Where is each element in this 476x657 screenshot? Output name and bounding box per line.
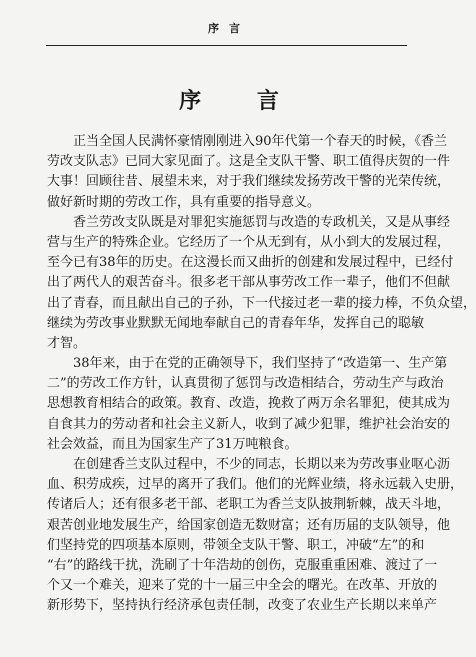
- text-line: 自食其力的劳动者和社会主义新人，收到了减少犯罪，维护社会治安的: [47, 416, 451, 432]
- text-line: 在创建香兰支队过程中，不少的同志，长期以来为劳改事业呕心沥: [73, 457, 451, 472]
- header-rule: [46, 45, 407, 46]
- text-line: 传诸后人；还有很多老干部、老职工为香兰支队披荆斩棘，战天斗地，: [47, 497, 451, 513]
- text-line: 营与生产的特殊企业。它经历了一个从无到有，从小到大的发展过程，: [47, 234, 451, 250]
- text-line: 继续为劳改事业默默无闻地奉献自己的青春年华，发挥自己的聪敏: [47, 315, 425, 331]
- text-line: 们坚持党的四项基本原则，带领全支队干警、职工，冲破“左”的和: [47, 537, 425, 553]
- text-line: 出了两代人的艰苦奋斗。很多老干部从事劳改工作一辈子，他们不但献: [47, 275, 451, 291]
- text-line: 思想教育相结合的政策。教育、改造，挽救了两万余名罪犯，使其成为: [47, 396, 451, 412]
- text-line: 个又一个难关，迎来了党的十一届三中全会的曙光。在改革、开放的: [47, 578, 438, 594]
- running-header: 序言: [208, 22, 250, 35]
- text-line: 劳改支队志》已同大家见面了。这是全支队干警、职工值得庆贺的一件: [47, 154, 451, 170]
- page-title: 序 言: [179, 89, 303, 114]
- text-line: “右”的路线干扰，洗刷了十年浩劫的创伤，克服重重困难、渡过了一: [47, 557, 438, 573]
- text-line: 二”的劳改工作方针，认真贯彻了惩罚与改造相结合，劳动生产与政治: [47, 376, 444, 392]
- text-line: 香兰劳改支队既是对罪犯实施惩罚与改造的专政机关，又是从事经: [73, 214, 451, 230]
- text-line: 大事！回顾往昔、展望未来，对于我们继续发扬劳改干警的光荣传统，: [47, 174, 451, 190]
- text-line: 正当全国人民满怀豪情刚刚进入90年代第一个春天的时候，《香兰: [73, 134, 448, 149]
- text-line: 38年来，由于在党的正确领导下，我们坚持了“改造第一、生产第: [73, 356, 448, 372]
- text-line: 社会效益，而且为国家生产了31万吨粮食。: [47, 436, 298, 452]
- text-line: 出了青春，而且献出自己的子孙，下一代接过老一辈的接力棒，不负众望，: [47, 295, 476, 311]
- body-text: [47, 132, 476, 617]
- text-line: 至今已有38年的历史。在这漫长而又曲折的创建和发展过程中，已经付: [47, 255, 454, 271]
- text-line: 做好新时期的劳改工作，具有重要的指导意义。: [47, 194, 321, 210]
- text-line: 血、积劳成疾，过早的离开了我们。他们的光辉业绩，将永远载入史册，: [47, 477, 464, 493]
- text-line: 才智。: [47, 335, 87, 351]
- text-line: 新形势下，坚持执行经济承包责任制，改变了农业生产长期以来单产: [47, 598, 438, 614]
- text-line: 艰苦创业地发展生产，给国家创造无数财富；还有历届的支队领导，他: [47, 517, 451, 533]
